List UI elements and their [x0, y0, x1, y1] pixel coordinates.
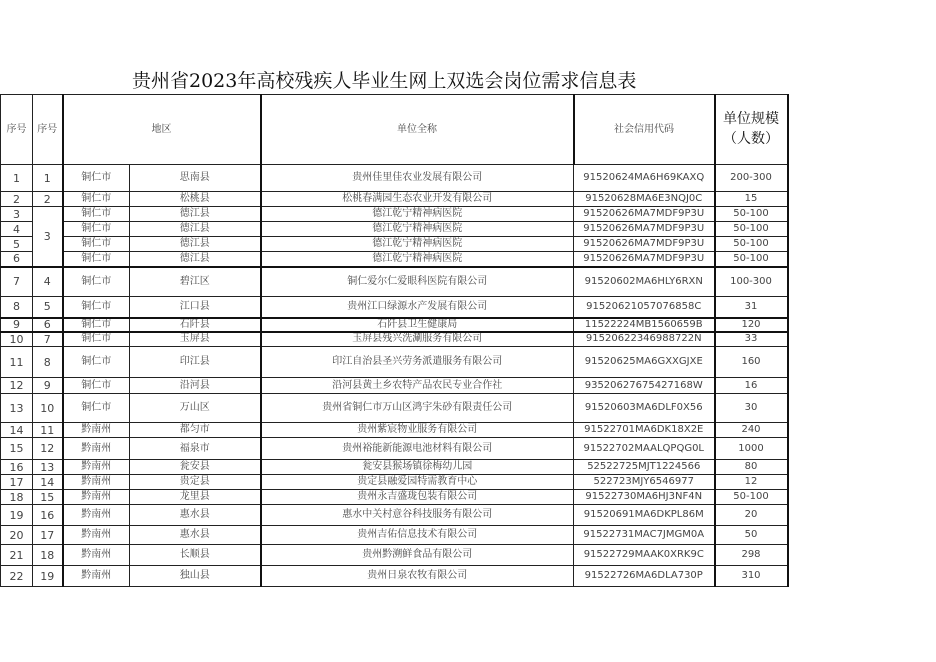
credit-code-cell: 91520626MA7MDF9P3U — [574, 237, 715, 252]
scale-cell: 16 — [715, 378, 788, 394]
table-row — [1, 332, 788, 347]
row-number: 17 — [1, 475, 33, 490]
city-cell: 铜仁市 — [63, 165, 130, 192]
company-name-cell: 石阡县卫生健康局 — [261, 318, 574, 332]
row-number: 14 — [1, 423, 33, 438]
credit-code-cell: 91520622346988722N — [574, 332, 715, 347]
company-name-cell: 瓮安县猴场镇徐梅幼儿园 — [261, 460, 574, 475]
sequence-number: 18 — [33, 545, 63, 566]
city-cell: 铜仁市 — [63, 297, 130, 318]
credit-code-cell: 91520626MA7MDF9P3U — [574, 252, 715, 267]
company-name-cell: 玉屏县残兴洗涮服务有限公司 — [261, 332, 574, 347]
city-cell: 铜仁市 — [63, 252, 130, 267]
sequence-number: 12 — [33, 438, 63, 460]
company-name-cell: 松桃春满园生态农业开发有限公司 — [261, 192, 574, 207]
county-cell: 惠水县 — [130, 505, 261, 526]
table-row — [1, 222, 788, 237]
table-row — [1, 526, 788, 545]
scale-cell: 15 — [715, 192, 788, 207]
city-cell: 黔南州 — [63, 475, 130, 490]
credit-code-cell: 11522224MB1560659B — [574, 318, 715, 332]
company-name-cell: 贵州吉佑信息技术有限公司 — [261, 526, 574, 545]
credit-code-cell: 91520624MA6H69KAXQ — [574, 165, 715, 192]
county-cell: 石阡县 — [130, 318, 261, 332]
scale-cell: 33 — [715, 332, 788, 347]
company-name-cell: 德江乾宁精神病医院 — [261, 252, 574, 267]
county-cell: 德江县 — [130, 252, 261, 267]
header-region: 地区 — [63, 95, 261, 165]
credit-code-cell: 91522729MAAK0XRK9C — [574, 545, 715, 566]
row-number: 16 — [1, 460, 33, 475]
scale-cell: 298 — [715, 545, 788, 566]
sequence-number: 15 — [33, 490, 63, 505]
row-number: 9 — [1, 318, 33, 332]
credit-code-cell: 91522730MA6HJ3NF4N — [574, 490, 715, 505]
scale-cell: 50-100 — [715, 490, 788, 505]
company-name-cell: 贵州紫宸物业服务有限公司 — [261, 423, 574, 438]
row-number: 22 — [1, 566, 33, 587]
scale-cell: 12 — [715, 475, 788, 490]
city-cell: 黔南州 — [63, 490, 130, 505]
header-scale: 单位规模（人数） — [715, 95, 788, 165]
row-number: 10 — [1, 332, 33, 347]
header-credit-code: 社会信用代码 — [574, 95, 715, 165]
credit-code-cell: 91522726MA6DLA730P — [574, 566, 715, 587]
city-cell: 黔南州 — [63, 526, 130, 545]
company-name-cell: 贵州永吉盛珑包装有限公司 — [261, 490, 574, 505]
city-cell: 黔南州 — [63, 545, 130, 566]
county-cell: 都匀市 — [130, 423, 261, 438]
company-name-cell: 德江乾宁精神病医院 — [261, 237, 574, 252]
table-row — [1, 267, 788, 297]
county-cell: 江口县 — [130, 297, 261, 318]
credit-code-cell: 91522701MA6DK18X2E — [574, 423, 715, 438]
row-number: 15 — [1, 438, 33, 460]
table-row — [1, 378, 788, 394]
table-row — [1, 505, 788, 526]
sequence-number: 6 — [33, 318, 63, 332]
scale-cell: 80 — [715, 460, 788, 475]
company-name-cell: 贵州日泉农牧有限公司 — [261, 566, 574, 587]
company-name-cell: 贵州江口绿源水产发展有限公司 — [261, 297, 574, 318]
city-cell: 铜仁市 — [63, 222, 130, 237]
city-cell: 铜仁市 — [63, 394, 130, 423]
sequence-number: 5 — [33, 297, 63, 318]
county-cell: 龙里县 — [130, 490, 261, 505]
table-row — [1, 192, 788, 207]
credit-code-cell: 91520691MA6DKPL86M — [574, 505, 715, 526]
row-number: 12 — [1, 378, 33, 394]
table-row — [1, 423, 788, 438]
table-row — [1, 475, 788, 490]
scale-cell: 310 — [715, 566, 788, 587]
header-row — [1, 95, 788, 165]
credit-code-cell: 91520602MA6HLY6RXN — [574, 267, 715, 297]
city-cell: 黔南州 — [63, 566, 130, 587]
city-cell: 铜仁市 — [63, 267, 130, 297]
header-no: 序号 — [1, 95, 33, 165]
city-cell: 铜仁市 — [63, 192, 130, 207]
sequence-number: 2 — [33, 192, 63, 207]
page-title: 贵州省2023年高校残疾人毕业生网上双选会岗位需求信息表 — [132, 70, 637, 92]
city-cell: 黔南州 — [63, 438, 130, 460]
credit-code-cell: 93520627675427168W — [574, 378, 715, 394]
company-name-cell: 印江自治县圣兴劳务派遣服务有限公司 — [261, 347, 574, 378]
company-name-cell: 德江乾宁精神病医院 — [261, 222, 574, 237]
city-cell: 铜仁市 — [63, 237, 130, 252]
row-number: 18 — [1, 490, 33, 505]
sequence-number: 7 — [33, 332, 63, 347]
table-row — [1, 347, 788, 378]
row-number: 20 — [1, 526, 33, 545]
row-number: 3 — [1, 207, 33, 222]
table-row — [1, 490, 788, 505]
row-number: 21 — [1, 545, 33, 566]
county-cell: 德江县 — [130, 222, 261, 237]
scale-cell: 100-300 — [715, 267, 788, 297]
scale-cell: 1000 — [715, 438, 788, 460]
credit-code-cell: 52522725MJT1224566 — [574, 460, 715, 475]
county-cell: 沿河县 — [130, 378, 261, 394]
scale-cell: 200-300 — [715, 165, 788, 192]
row-number: 5 — [1, 237, 33, 252]
scale-cell: 50-100 — [715, 237, 788, 252]
row-number: 4 — [1, 222, 33, 237]
city-cell: 黔南州 — [63, 460, 130, 475]
company-name-cell: 沿河县黄土乡农特产品农民专业合作社 — [261, 378, 574, 394]
row-number: 11 — [1, 347, 33, 378]
row-number: 1 — [1, 165, 33, 192]
sequence-number: 8 — [33, 347, 63, 378]
row-number: 6 — [1, 252, 33, 267]
row-number: 7 — [1, 267, 33, 297]
city-cell: 铜仁市 — [63, 318, 130, 332]
city-cell: 铜仁市 — [63, 207, 130, 222]
county-cell: 碧江区 — [130, 267, 261, 297]
table-row — [1, 545, 788, 566]
county-cell: 贵定县 — [130, 475, 261, 490]
county-cell: 印江县 — [130, 347, 261, 378]
table-row — [1, 252, 788, 267]
scale-cell: 160 — [715, 347, 788, 378]
row-number: 8 — [1, 297, 33, 318]
sequence-number: 10 — [33, 394, 63, 423]
sequence-number: 16 — [33, 505, 63, 526]
header-seq: 序号 — [33, 95, 63, 165]
company-name-cell: 贵定县融爱园特需教育中心 — [261, 475, 574, 490]
company-name-cell: 贵州佳里佳农业发展有限公司 — [261, 165, 574, 192]
county-cell: 福泉市 — [130, 438, 261, 460]
county-cell: 万山区 — [130, 394, 261, 423]
credit-code-cell: 91520626MA7MDF9P3U — [574, 207, 715, 222]
scale-cell: 30 — [715, 394, 788, 423]
job-demand-table — [0, 94, 789, 587]
city-cell: 黔南州 — [63, 423, 130, 438]
sequence-number: 4 — [33, 267, 63, 297]
company-name-cell: 惠水中关村意谷科技服务有限公司 — [261, 505, 574, 526]
county-cell: 独山县 — [130, 566, 261, 587]
scale-cell: 50 — [715, 526, 788, 545]
table-row — [1, 165, 788, 192]
city-cell: 铜仁市 — [63, 347, 130, 378]
city-cell: 铜仁市 — [63, 332, 130, 347]
credit-code-cell: 91520628MA6E3NQJ0C — [574, 192, 715, 207]
scale-cell: 240 — [715, 423, 788, 438]
table-row — [1, 460, 788, 475]
county-cell: 长顺县 — [130, 545, 261, 566]
table-row — [1, 318, 788, 332]
row-number: 2 — [1, 192, 33, 207]
table-row — [1, 438, 788, 460]
table-row — [1, 297, 788, 318]
sequence-number: 3 — [33, 207, 63, 267]
table-row — [1, 566, 788, 587]
company-name-cell: 贵州裕能新能源电池材料有限公司 — [261, 438, 574, 460]
company-name-cell: 贵州省铜仁市万山区鸿宇朱砂有限责任公司 — [261, 394, 574, 423]
table-row — [1, 394, 788, 423]
scale-cell: 50-100 — [715, 207, 788, 222]
sequence-number: 11 — [33, 423, 63, 438]
city-cell: 黔南州 — [63, 505, 130, 526]
credit-code-cell: 522723MJY6546977 — [574, 475, 715, 490]
header-company-name: 单位全称 — [261, 95, 574, 165]
sequence-number: 13 — [33, 460, 63, 475]
credit-code-cell: 91522731MAC7JMGM0A — [574, 526, 715, 545]
sequence-number: 1 — [33, 165, 63, 192]
county-cell: 瓮安县 — [130, 460, 261, 475]
table-row — [1, 207, 788, 222]
credit-code-cell: 91520626MA7MDF9P3U — [574, 222, 715, 237]
sequence-number: 9 — [33, 378, 63, 394]
sequence-number: 14 — [33, 475, 63, 490]
company-name-cell: 铜仁爱尔仁爱眼科医院有限公司 — [261, 267, 574, 297]
credit-code-cell: 91520625MA6GXXGJXE — [574, 347, 715, 378]
scale-cell: 20 — [715, 505, 788, 526]
county-cell: 玉屏县 — [130, 332, 261, 347]
credit-code-cell: 91520621057076858C — [574, 297, 715, 318]
scale-cell: 50-100 — [715, 252, 788, 267]
company-name-cell: 贵州黔溯鲜食品有限公司 — [261, 545, 574, 566]
sequence-number: 17 — [33, 526, 63, 545]
city-cell: 铜仁市 — [63, 378, 130, 394]
scale-cell: 120 — [715, 318, 788, 332]
county-cell: 思南县 — [130, 165, 261, 192]
county-cell: 德江县 — [130, 237, 261, 252]
row-number: 19 — [1, 505, 33, 526]
credit-code-cell: 91522702MAALQPQG0L — [574, 438, 715, 460]
scale-cell: 31 — [715, 297, 788, 318]
row-number: 13 — [1, 394, 33, 423]
sequence-number: 19 — [33, 566, 63, 587]
county-cell: 惠水县 — [130, 526, 261, 545]
credit-code-cell: 91520603MA6DLF0X56 — [574, 394, 715, 423]
county-cell: 德江县 — [130, 207, 261, 222]
table-row — [1, 237, 788, 252]
scale-cell: 50-100 — [715, 222, 788, 237]
county-cell: 松桃县 — [130, 192, 261, 207]
company-name-cell: 德江乾宁精神病医院 — [261, 207, 574, 222]
